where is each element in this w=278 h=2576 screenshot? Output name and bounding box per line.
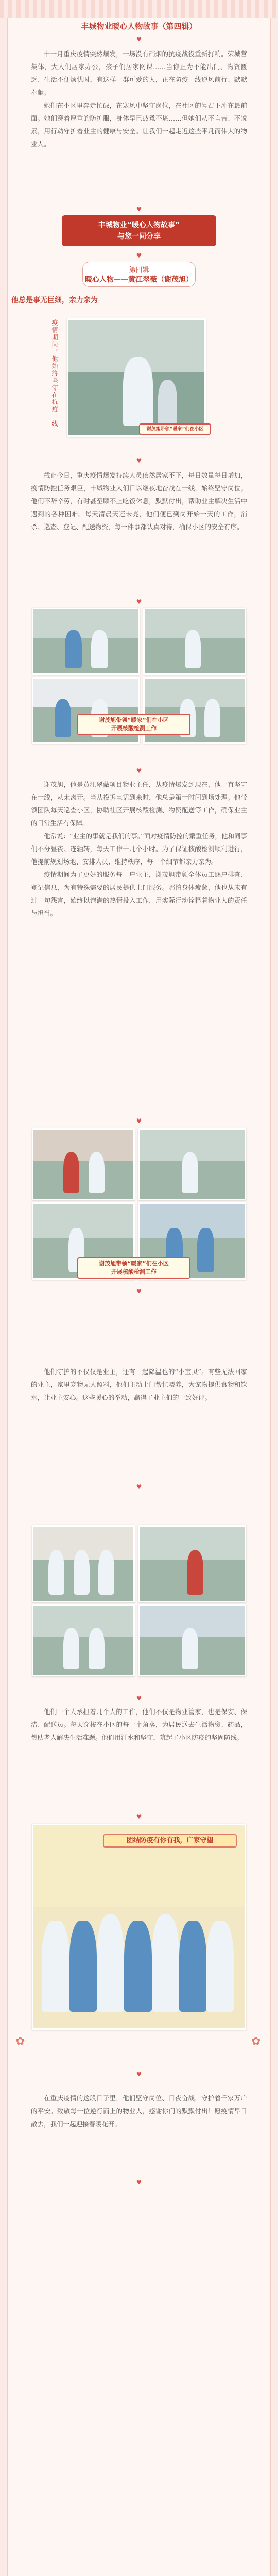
photo-11 xyxy=(32,1604,135,1676)
story-paragraph: 谢茂旭，他是黄江翠薇项目物业主任，从疫情爆发到现在，他一直坚守在一线，从未离开。当从投诉电话到来时，他总是第一时间到场处理。他带领团队每天巡查小区，协助社区开展核酸检测、物资配送等工作，确保业主的日常生活有保障。 xyxy=(31,781,247,827)
photo-10 xyxy=(138,1525,246,1602)
intro-paragraph: 她们在小区里奔走忙碌，在寒风中坚守岗位，在社区的号召下冲在最前面。她们穿着厚重的防护服，身体早已疲惫不堪……但她们从不言苦、不说累，用行动守护着业主的健康与安全。让我们一起走近这些平凡而伟大的物业人。 xyxy=(31,101,247,148)
photo-9 xyxy=(32,1525,135,1602)
photo-1 xyxy=(32,608,140,675)
hero-photo xyxy=(67,318,206,437)
issue-tag xyxy=(82,262,196,287)
quote-line: 他总是事无巨细，亲力亲为 xyxy=(11,296,98,304)
heart-icon: ♥ xyxy=(136,767,142,774)
caption-line: 谢茂旭带领“暖家”们在小区 xyxy=(99,717,169,723)
banner-line: 与您一同分享 xyxy=(117,232,161,241)
heart-icon: ♥ xyxy=(136,206,142,213)
heart-icon: ♥ xyxy=(136,1813,142,1820)
caption-text: 谢茂旭带领“暖家”们在小区 xyxy=(146,427,204,432)
photo-5 xyxy=(32,1128,135,1200)
photo-6 xyxy=(138,1128,246,1200)
heart-icon: ♥ xyxy=(136,2071,142,2078)
vertical-caption: 疫情期间，他始终坚守在抗疫一线 xyxy=(51,319,58,428)
closing-paragraph: 在重庆疫情的这段日子里，他们坚守岗位、日夜奋战，守护着千家万户的平安。致敬每一位逆行而上的物业人，感谢你们的默默付出！愿疫情早日散去，我们一起迎接春暖花开。 xyxy=(31,2094,247,2128)
caption-line: 谢茂旭带领“暖家”们在小区 xyxy=(99,1260,169,1267)
heart-icon: ♥ xyxy=(136,36,142,43)
worker-figure xyxy=(158,380,177,427)
story-paragraph: 截止今日，重庆疫情爆发持续人员依然居家不下，每日数量每日增加，疫情防控任务艰巨，丰城物业人们日以继夜地奋战在一线，始终坚守岗位。他们不辞辛劳，有时甚至顾不上吃饭休息，默默付出，帮助业主解决生活中遇到的各种困难。每天清晨天还未亮，他们便已到岗开始一天的工作，消杀、巡查、登记、配送物资，每一件事都认真对待，确保小区的安全有序。 xyxy=(31,471,247,531)
heart-icon: ♥ xyxy=(136,2179,142,2186)
photo-caption xyxy=(77,1257,190,1279)
bunny-sticker-icon: ✿ xyxy=(15,2035,25,2048)
caption-line: 开展核酸检测工作 xyxy=(111,725,157,732)
story-paragraph: 疫情期间为了更好的服务每一户业主，谢茂旭带领全体员工逐户排查、登记信息，为有特殊需要的居民提供上门服务。哪怕身体疲惫，他也从未有过一句怨言，始终以饱满的热情投入工作，用实际行动诠释着物业人的责任与担当。 xyxy=(31,871,247,917)
bunny-sticker-icon: ✿ xyxy=(251,2035,261,2048)
story-text xyxy=(31,1365,247,1404)
photo-12 xyxy=(138,1604,246,1676)
top-decoration xyxy=(0,0,278,18)
banner-line: 丰城物业“暖心人物故事” xyxy=(98,221,180,229)
photo-caption xyxy=(77,714,190,735)
intro-text xyxy=(31,47,247,150)
story-paragraph: 他们守护的不仅仅是业主，还有一起降温也的“小宝贝”。有些无法回家的业主，家里宠物无人照料，他们主动上门帮忙喂养，为宠物提供食物和饮水，让业主安心。这些暖心的举动，赢得了业主们的一致好评。 xyxy=(31,1368,247,1401)
caption-line: 开展核酸检测工作 xyxy=(111,1268,157,1275)
photo-slogan: 团结防疫有你有我，广家守望 xyxy=(103,1834,237,1848)
page-title: 丰城物业暖心人物故事（第四辑） xyxy=(81,22,197,31)
story-paragraph: 他们一个人承担着几个人的工作，他们不仅是物业管家，也是保安、保洁、配送员。每天穿梭在小区的每一个角落，为居民送去生活物资、药品，帮助老人解决生活难题。他们用汗水和坚守，筑起了小区防疫的坚固防线。 xyxy=(31,1708,247,1741)
closing-text xyxy=(31,2092,247,2130)
group-photo xyxy=(32,1824,246,2030)
heart-icon: ♥ xyxy=(136,598,142,605)
story-text xyxy=(31,469,247,533)
intro-paragraph: 十一月重庆疫情突然爆发，一场没有硝烟的抗疫战役重新打响。荣城营集体，大人们居家办公，孩子们居家网课……当你正为不能出门、物资匮乏、生活不便烦忧时，有这样一群可爱的人，正在防疫一线逆风前行、默默奉献。 xyxy=(31,50,247,96)
heart-icon: ♥ xyxy=(136,1694,142,1702)
story-text xyxy=(31,778,247,920)
heart-icon: ♥ xyxy=(136,457,142,464)
story-paragraph: 他常说：“业主的事就是我们的事。”面对疫情防控的繁重任务，他和同事们不分昼夜、连轴转，每天工作十几个小时。为了保证核酸检测顺利进行，他提前规划场地、安排人员、维持秩序，每一个细节都亲力亲为。 xyxy=(31,832,247,866)
photo-2 xyxy=(143,608,246,675)
story-banner xyxy=(62,215,216,246)
issue-person: 暖心人物——黄江翠薇（谢茂旭） xyxy=(85,276,193,284)
heart-icon: ♥ xyxy=(136,1117,142,1125)
heart-icon: ♥ xyxy=(136,252,142,259)
story-text xyxy=(31,1705,247,1744)
heart-icon: ♥ xyxy=(136,1483,142,1490)
worker-figure xyxy=(123,357,153,426)
heart-icon: ♥ xyxy=(136,1287,142,1295)
hero-photo-caption xyxy=(139,423,211,435)
issue-number: 第四辑 xyxy=(129,266,149,274)
